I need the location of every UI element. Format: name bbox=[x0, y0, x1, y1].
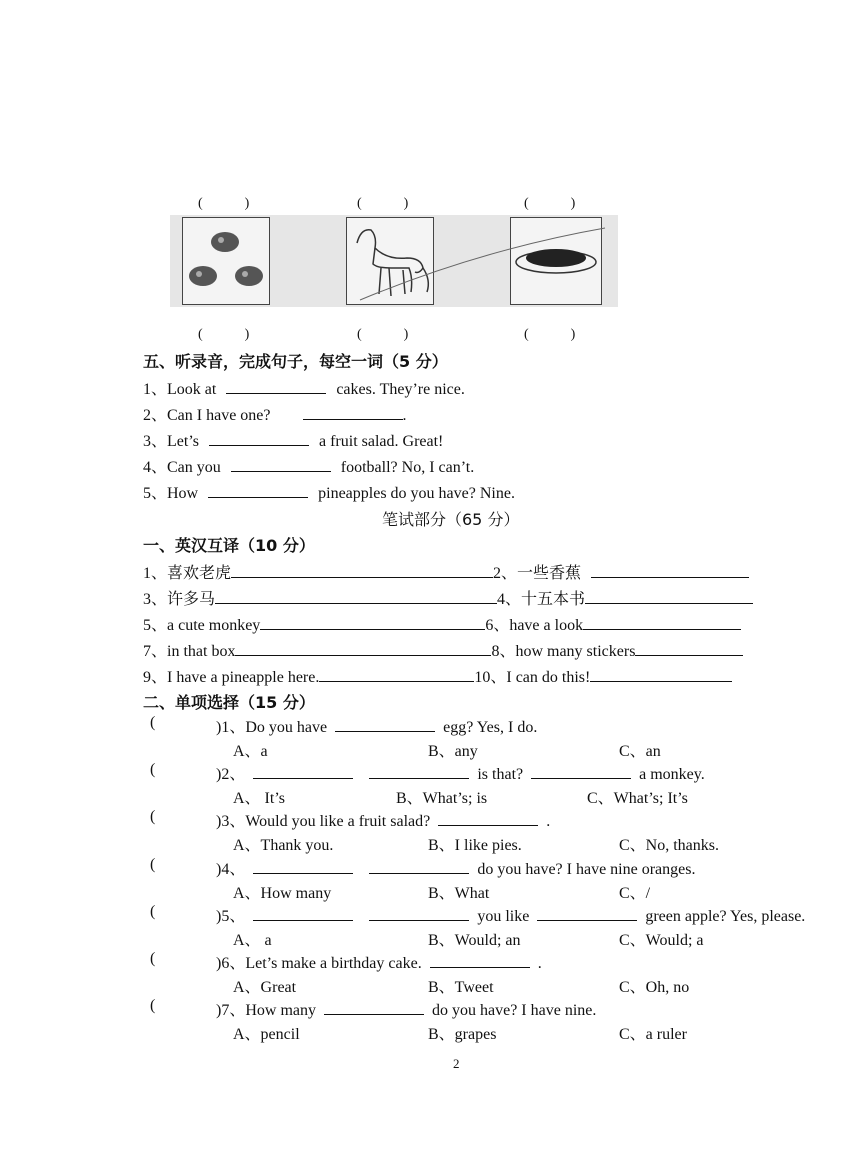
answer-blank[interactable] bbox=[537, 906, 637, 921]
question-line bbox=[216, 714, 537, 737]
option-c[interactable]: C、Would; a bbox=[619, 932, 704, 949]
question-text: Let’s make a birthday cake. bbox=[245, 955, 422, 972]
question-line bbox=[216, 761, 705, 784]
option-b[interactable]: B、Would; an bbox=[428, 932, 521, 949]
question-number: 4、 bbox=[221, 861, 246, 878]
answer-paren-close: ) bbox=[216, 1002, 222, 1019]
answer-paren-open[interactable]: ( bbox=[150, 714, 156, 731]
translation-row bbox=[143, 638, 743, 661]
answer-blank[interactable] bbox=[209, 431, 309, 446]
answer-blank[interactable] bbox=[324, 1000, 424, 1015]
matching-line bbox=[350, 220, 620, 310]
question-number: 7、 bbox=[221, 1002, 246, 1019]
elephant-icon bbox=[183, 218, 269, 304]
listening-item bbox=[143, 454, 474, 477]
question-text: . bbox=[537, 955, 542, 972]
option-a[interactable]: A、a bbox=[233, 743, 268, 760]
question-line bbox=[216, 808, 550, 831]
answer-blank[interactable] bbox=[635, 641, 743, 656]
answer-paren-close: ) bbox=[216, 719, 222, 736]
answer-paren-open[interactable]: ( bbox=[150, 761, 156, 778]
question-text: green apple? Yes, please. bbox=[645, 908, 806, 925]
section-2-title: 二、单项选择（15 分） bbox=[143, 693, 315, 712]
option-b[interactable]: B、What’s; is bbox=[396, 790, 488, 807]
answer-blank[interactable] bbox=[369, 906, 469, 921]
option-b[interactable]: B、any bbox=[428, 743, 478, 760]
elephants-picture bbox=[182, 217, 270, 305]
listening-item bbox=[143, 428, 443, 451]
translation-item: 6、have a look bbox=[485, 617, 584, 634]
item-text: cakes. They’re nice. bbox=[336, 381, 465, 398]
answer-paren[interactable]: ( ) bbox=[524, 196, 576, 211]
answer-blank[interactable] bbox=[253, 906, 353, 921]
answer-blank[interactable] bbox=[585, 589, 753, 604]
answer-paren-open[interactable]: ( bbox=[150, 903, 156, 920]
question-line bbox=[216, 856, 695, 879]
answer-paren-open[interactable]: ( bbox=[150, 997, 156, 1014]
answer-blank[interactable] bbox=[260, 615, 485, 630]
item-text: pineapples do you have? Nine. bbox=[318, 485, 515, 502]
translation-item: 10、I can do this! bbox=[474, 669, 591, 686]
translation-row bbox=[143, 586, 753, 609]
answer-blank[interactable] bbox=[590, 667, 732, 682]
answer-blank[interactable] bbox=[335, 717, 435, 732]
answer-blank[interactable] bbox=[319, 667, 474, 682]
answer-paren-close: ) bbox=[216, 861, 222, 878]
item-text: a fruit salad. Great! bbox=[319, 433, 444, 450]
option-c[interactable]: C、a ruler bbox=[619, 1026, 687, 1043]
option-c[interactable]: C、Oh, no bbox=[619, 979, 690, 996]
answer-paren-open[interactable]: ( bbox=[150, 808, 156, 825]
question-text: Would you like a fruit salad? bbox=[245, 813, 431, 830]
item-text: 2、Can I have one? bbox=[143, 407, 271, 424]
answer-blank[interactable] bbox=[208, 483, 308, 498]
item-text: 5、How bbox=[143, 485, 199, 502]
option-a[interactable]: A、Thank you. bbox=[233, 837, 334, 854]
question-number: 6、 bbox=[221, 955, 246, 972]
page-number: 2 bbox=[453, 1056, 460, 1071]
translation-item: 1、喜欢老虎 bbox=[143, 565, 232, 582]
question-line bbox=[216, 997, 596, 1020]
translation-row bbox=[143, 612, 741, 635]
question-text: How many bbox=[245, 1002, 316, 1019]
translation-item: 8、how many stickers bbox=[491, 643, 636, 660]
answer-blank[interactable] bbox=[226, 379, 326, 394]
written-part-title: 笔试部分（65 分） bbox=[382, 510, 520, 529]
translation-item: 2、一些香蕉 bbox=[493, 565, 582, 582]
answer-paren-close: ) bbox=[216, 813, 222, 830]
option-c[interactable]: C、No, thanks. bbox=[619, 837, 720, 854]
listening-item bbox=[143, 480, 515, 503]
question-text: do you have? I have nine oranges. bbox=[477, 861, 696, 878]
answer-blank[interactable] bbox=[430, 953, 530, 968]
item-text: 3、Let’s bbox=[143, 433, 199, 450]
answer-paren-open[interactable]: ( bbox=[150, 950, 156, 967]
answer-paren[interactable]: ( ) bbox=[357, 327, 409, 342]
option-a[interactable]: A、Great bbox=[233, 979, 297, 996]
answer-paren-open[interactable]: ( bbox=[150, 856, 156, 873]
option-a[interactable]: A、How many bbox=[233, 885, 332, 902]
option-c[interactable]: C、/ bbox=[619, 885, 651, 902]
answer-blank[interactable] bbox=[253, 859, 353, 874]
item-text: 1、Look at bbox=[143, 381, 217, 398]
translation-row bbox=[143, 664, 732, 687]
question-text: do you have? I have nine. bbox=[432, 1002, 597, 1019]
question-text: egg? Yes, I do. bbox=[443, 719, 538, 736]
answer-blank[interactable] bbox=[231, 563, 493, 578]
option-b[interactable]: B、grapes bbox=[428, 1026, 497, 1043]
question-text: is that? bbox=[477, 766, 524, 783]
translation-row bbox=[143, 560, 775, 583]
option-c[interactable]: C、an bbox=[619, 743, 661, 760]
answer-paren-close: ) bbox=[216, 766, 222, 783]
translation-item: 3、许多马 bbox=[143, 591, 216, 608]
translation-item: 7、in that box bbox=[143, 643, 236, 660]
translation-item: 5、a cute monkey bbox=[143, 617, 261, 634]
answer-blank[interactable] bbox=[369, 859, 469, 874]
listening-item bbox=[143, 402, 407, 425]
question-text: you like bbox=[477, 908, 530, 925]
question-text: . bbox=[546, 813, 551, 830]
answer-paren[interactable]: ( ) bbox=[198, 196, 250, 211]
section-5-title: 五、听录音，完成句子，每空一词（5 分） bbox=[143, 352, 448, 371]
answer-paren-close: ) bbox=[216, 908, 222, 925]
answer-blank[interactable] bbox=[235, 641, 491, 656]
answer-blank[interactable] bbox=[369, 764, 469, 779]
item-text: . bbox=[402, 407, 407, 424]
answer-blank[interactable] bbox=[215, 589, 497, 604]
question-text: Do you have bbox=[245, 719, 328, 736]
option-a[interactable]: A、 It’s bbox=[233, 790, 286, 807]
listening-item bbox=[143, 376, 465, 399]
answer-paren[interactable]: ( ) bbox=[524, 327, 576, 342]
item-text: 4、Can you bbox=[143, 459, 221, 476]
question-line bbox=[216, 950, 542, 973]
translation-item: 4、十五本书 bbox=[497, 591, 586, 608]
question-number: 5、 bbox=[221, 908, 246, 925]
answer-blank[interactable] bbox=[231, 457, 331, 472]
option-a[interactable]: A、pencil bbox=[233, 1026, 300, 1043]
section-1-title: 一、英汉互译（10 分） bbox=[143, 536, 315, 555]
option-b[interactable]: B、What bbox=[428, 885, 490, 902]
answer-blank[interactable] bbox=[531, 764, 631, 779]
translation-item: 9、I have a pineapple here. bbox=[143, 669, 320, 686]
answer-paren[interactable]: ( ) bbox=[198, 327, 250, 342]
answer-paren-close: ) bbox=[216, 955, 222, 972]
answer-blank[interactable] bbox=[591, 563, 749, 578]
question-number: 2、 bbox=[221, 766, 246, 783]
question-text: a monkey. bbox=[639, 766, 705, 783]
item-text: football? No, I can’t. bbox=[340, 459, 475, 476]
option-a[interactable]: A、 a bbox=[233, 932, 272, 949]
question-number: 1、 bbox=[221, 719, 246, 736]
option-b[interactable]: B、Tweet bbox=[428, 979, 494, 996]
answer-blank[interactable] bbox=[583, 615, 741, 630]
answer-blank[interactable] bbox=[303, 405, 403, 420]
question-line bbox=[216, 903, 805, 926]
question-number: 3、 bbox=[221, 813, 246, 830]
option-b[interactable]: B、I like pies. bbox=[428, 837, 522, 854]
option-c[interactable]: C、What’s; It’s bbox=[587, 790, 688, 807]
answer-paren[interactable]: ( ) bbox=[357, 196, 409, 211]
answer-blank[interactable] bbox=[438, 811, 538, 826]
answer-blank[interactable] bbox=[253, 764, 353, 779]
